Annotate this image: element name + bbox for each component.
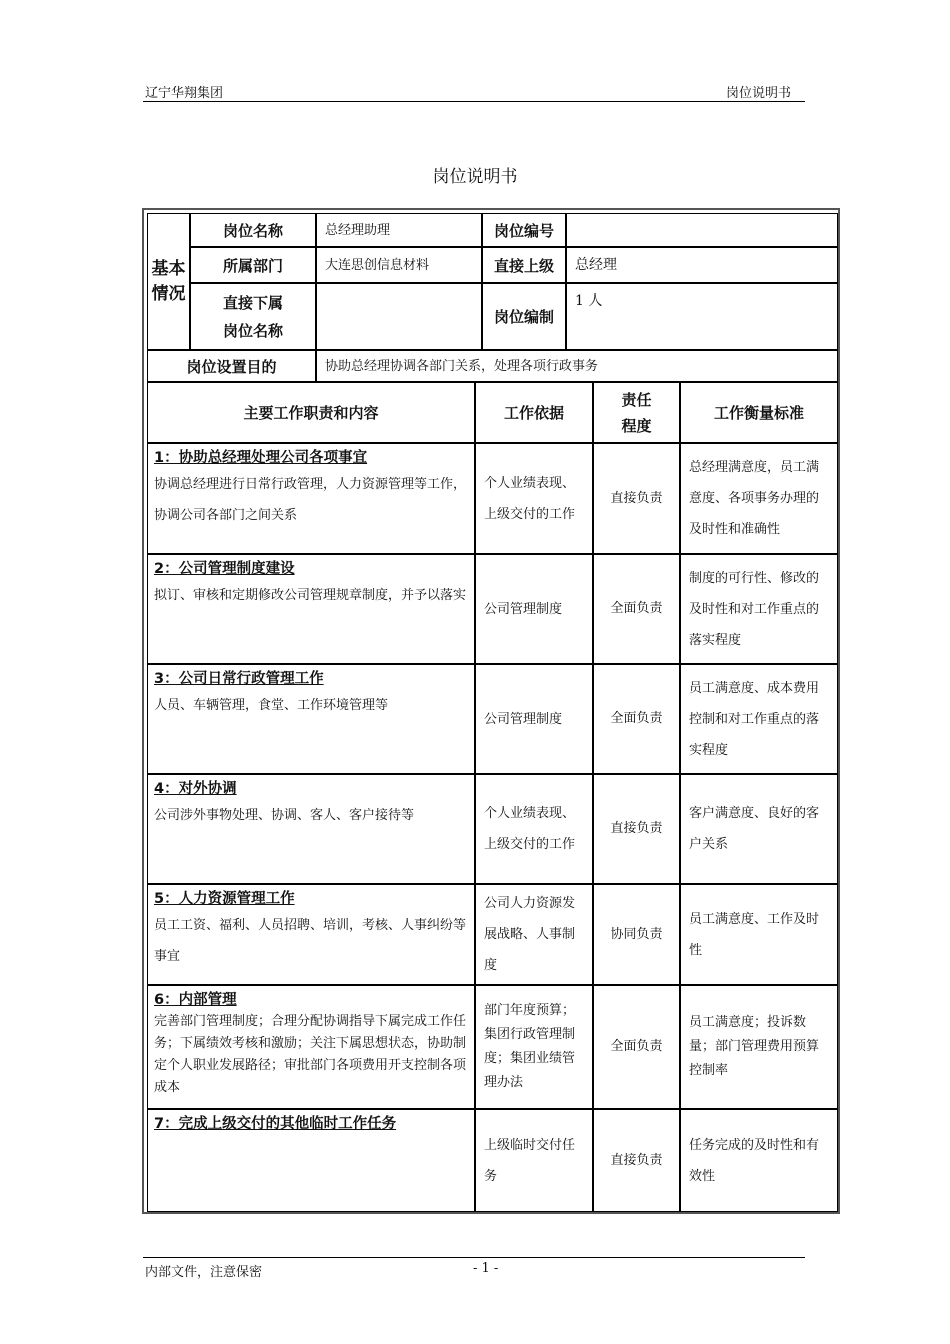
company-name: 辽宁华翔集团 bbox=[145, 86, 224, 101]
duty-cell-3 bbox=[147, 664, 475, 774]
duty-desc: 公司涉外事物处理、协调、客人、客户接待等 bbox=[154, 808, 415, 823]
page-title: 岗位说明书 bbox=[432, 167, 518, 187]
superior-label: 直接上级 bbox=[482, 247, 566, 283]
basis-header: 工作依据 bbox=[475, 382, 593, 443]
standard-cell-3: 员工满意度、成本费用控制和对工作重点的落实程度 bbox=[680, 664, 838, 774]
responsibility-cell-2: 全面负责 bbox=[593, 554, 680, 664]
subordinate-label-line-1: 直接下属 bbox=[222, 293, 283, 312]
responsibility-cell-7: 直接负责 bbox=[593, 1109, 680, 1212]
basis-cell-1: 个人业绩表现、上级交付的工作 bbox=[475, 443, 593, 554]
department-value: 大连思创信息材料 bbox=[316, 247, 482, 283]
position-code-value bbox=[566, 213, 838, 247]
basis-cell-4: 个人业绩表现、上级交付的工作 bbox=[475, 774, 593, 884]
basis-cell-2: 公司管理制度 bbox=[475, 554, 593, 664]
headcount-label: 岗位编制 bbox=[482, 283, 566, 350]
responsibility-cell-5: 协同负责 bbox=[593, 884, 680, 985]
job-description-table bbox=[142, 208, 840, 1214]
responsibility-cell-1: 直接负责 bbox=[593, 443, 680, 554]
duty-cell-4 bbox=[147, 774, 475, 884]
responsibility-header bbox=[593, 382, 680, 443]
duty-cell-1 bbox=[147, 443, 475, 554]
responsibility-cell-3: 全面负责 bbox=[593, 664, 680, 774]
subordinate-label-line-2: 岗位名称 bbox=[222, 321, 283, 340]
duty-desc: 拟订、审核和定期修改公司管理规章制度，并予以落实 bbox=[154, 588, 467, 603]
duty-title: 6：内部管理 bbox=[154, 992, 237, 1008]
basis-cell-3: 公司管理制度 bbox=[475, 664, 593, 774]
subordinate-label bbox=[190, 283, 316, 350]
responsibility-header-line-1: 责任 bbox=[621, 390, 652, 409]
duty-title: 1：协助总经理处理公司各项事宜 bbox=[154, 450, 368, 466]
duty-title: 7：完成上级交付的其他临时工作任务 bbox=[154, 1116, 397, 1132]
standard-cell-5: 员工满意度、工作及时性 bbox=[680, 884, 838, 985]
basis-cell-7: 上级临时交付任务 bbox=[475, 1109, 593, 1212]
doc-type: 岗位说明书 bbox=[725, 86, 791, 101]
page-header bbox=[143, 82, 805, 102]
duty-title: 4：对外协调 bbox=[154, 781, 237, 797]
duty-title: 3：公司日常行政管理工作 bbox=[154, 671, 324, 687]
duty-cell-2 bbox=[147, 554, 475, 664]
position-name-value: 总经理助理 bbox=[316, 213, 482, 247]
department-label: 所属部门 bbox=[190, 247, 316, 283]
responsibility-cell-4: 直接负责 bbox=[593, 774, 680, 884]
page-footer bbox=[143, 1257, 805, 1280]
standard-cell-1: 总经理满意度，员工满意度、各项事务办理的及时性和准确性 bbox=[680, 443, 838, 554]
duty-cell-6 bbox=[147, 985, 475, 1109]
responsibility-header-line-2: 程度 bbox=[621, 416, 652, 435]
basic-info-label: 基本情况 bbox=[147, 213, 190, 350]
position-code-label: 岗位编号 bbox=[482, 213, 566, 247]
duties-header: 主要工作职责和内容 bbox=[147, 382, 475, 443]
standard-cell-6: 员工满意度；投诉数量；部门管理费用预算控制率 bbox=[680, 985, 838, 1109]
duty-cell-7 bbox=[147, 1109, 475, 1212]
duty-title: 2：公司管理制度建设 bbox=[154, 561, 295, 577]
standard-cell-7: 任务完成的及时性和有效性 bbox=[680, 1109, 838, 1212]
basis-cell-5: 公司人力资源发展战略、人事制度 bbox=[475, 884, 593, 985]
responsibility-cell-6: 全面负责 bbox=[593, 985, 680, 1109]
standard-header: 工作衡量标准 bbox=[680, 382, 838, 443]
duty-desc: 协调总经理进行日常行政管理，人力资源管理等工作，协调公司各部门之间关系 bbox=[154, 477, 467, 523]
duty-cell-5 bbox=[147, 884, 475, 985]
duty-desc: 完善部门管理制度；合理分配协调指导下属完成工作任务；下属绩效考核和激励；关注下属思想状态，协助制定个人职业发展路径；审批部门各项费用开支控制各项成本 bbox=[154, 1014, 467, 1095]
duty-title: 5：人力资源管理工作 bbox=[154, 891, 295, 907]
page-number: - 1 - bbox=[473, 1261, 499, 1276]
basis-cell-6: 部门年度预算；集团行政管理制度；集团业绩管理办法 bbox=[475, 985, 593, 1109]
standard-cell-2: 制度的可行性、修改的及时性和对工作重点的落实程度 bbox=[680, 554, 838, 664]
headcount-value: 1 人 bbox=[566, 283, 838, 350]
purpose-value: 协助总经理协调各部门关系，处理各项行政事务 bbox=[316, 350, 838, 382]
subordinate-value bbox=[316, 283, 482, 350]
purpose-label: 岗位设置目的 bbox=[147, 350, 316, 382]
duty-desc: 员工工资、福利、人员招聘、培训，考核、人事纠纷等事宜 bbox=[154, 918, 467, 964]
superior-value: 总经理 bbox=[566, 247, 838, 283]
standard-cell-4: 客户满意度、良好的客户关系 bbox=[680, 774, 838, 884]
position-name-label: 岗位名称 bbox=[190, 213, 316, 247]
confidential-note: 内部文件，注意保密 bbox=[145, 1265, 263, 1280]
duty-desc: 人员、车辆管理，食堂、工作环境管理等 bbox=[154, 698, 389, 713]
